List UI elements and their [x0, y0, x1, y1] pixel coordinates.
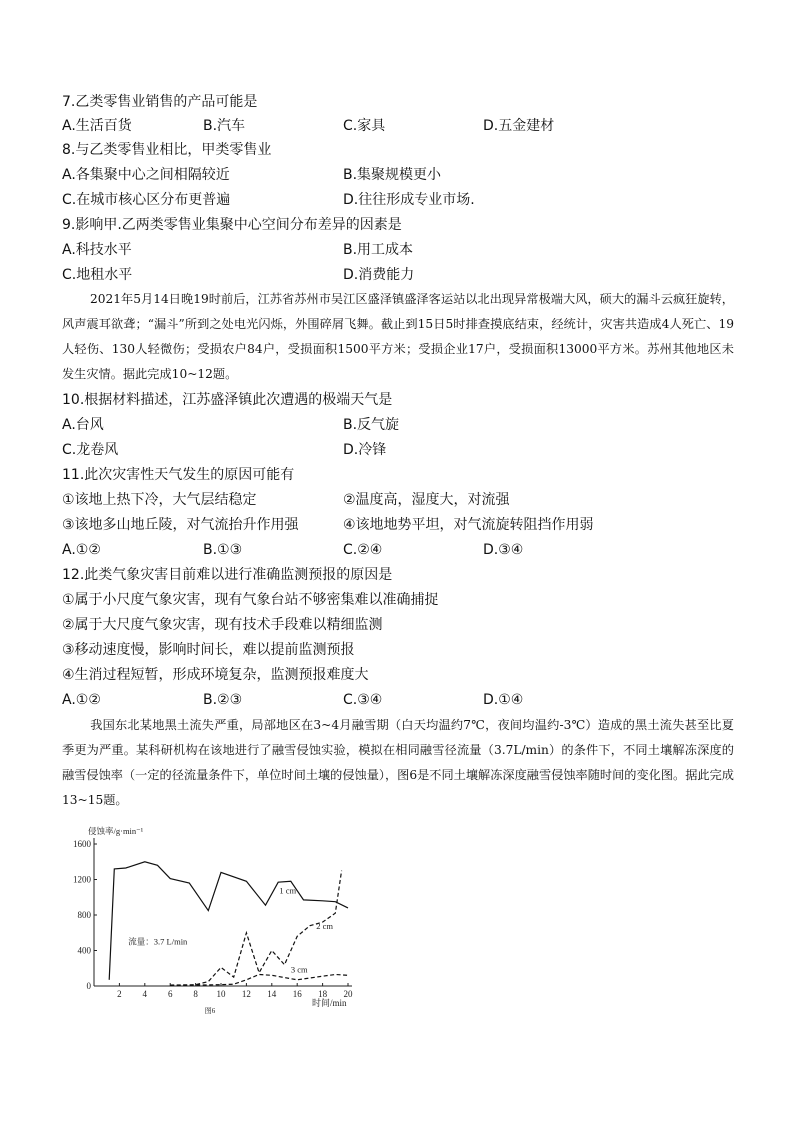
x-tick-label: 12	[241, 989, 251, 999]
q12-statement-1: ①属于小尺度气象灾害，现有气象台站不够密集难以准确捕捉	[62, 592, 439, 608]
y-tick-label: 0	[86, 981, 91, 991]
x-tick-label: 18	[318, 989, 328, 999]
q12-stem: 12.此类气象灾害目前难以进行准确监测预报的原因是	[62, 567, 393, 583]
q7-option-c: C.家具	[343, 118, 386, 134]
q11-option-b: B.①③	[203, 542, 243, 558]
q12-statement-2: ②属于大尺度气象灾害，现有技术手段难以精细监测	[62, 617, 383, 633]
q8-option-b: B.集聚规模更小	[343, 167, 442, 183]
q11-stem: 11.此次灾害性天气发生的原因可能有	[62, 467, 295, 483]
figure-caption: 图6	[204, 1007, 216, 1015]
q12-statement-3: ③移动速度慢，影响时间长，难以提前监测预报	[62, 642, 355, 658]
passage-tornado	[62, 287, 734, 387]
chart-series-lines	[109, 862, 348, 986]
y-tick-label: 1200	[73, 874, 91, 885]
x-tick-label: 8	[193, 989, 198, 999]
x-tick-label: 20	[343, 989, 353, 999]
q8-option-a: A.各集聚中心之间相隔较近	[62, 167, 230, 183]
x-tick-label: 14	[267, 989, 277, 999]
erosion-rate-chart	[60, 820, 370, 1015]
q12-option-b: B.②③	[203, 692, 243, 708]
q11-statement-3: ③该地多山地丘陵，对气流抬升作用强	[62, 517, 299, 533]
series-label-2: 2 cm	[316, 921, 334, 932]
q8-option-c: C.在城市核心区分布更普遍	[62, 192, 231, 208]
y-axis-label: 侵蚀率/g·min⁻¹	[88, 826, 144, 836]
passage-snowmelt	[62, 713, 734, 813]
series-label-3: 3 cm	[290, 964, 308, 975]
q10-option-d: D.冷锋	[343, 442, 387, 458]
passage-tornado-text: 2021年5月14日晚19时前后，江苏省苏州市吴江区盛泽镇盛泽客运站以北出现异常极端大风，硕大的漏斗云疯狂旋转，风声震耳欲聋；“漏斗”所到之处电光闪烁，外围碎屑飞舞。截止到15日5时排查摸底结束，经统计，灾害共造成4人死亡、19人轻伤、130人轻微伤；受损农户84户，受损面积1500平方米；受损企业17户，受损面积13000平方米。苏州其他地区未发生灾情。据此完成10~12题。	[62, 292, 734, 381]
q12-statement-4: ④生消过程短暂，形成环境复杂，监测预报难度大	[62, 667, 369, 683]
series-line-1	[109, 862, 348, 980]
q10-option-a: A.台风	[62, 417, 104, 433]
q8-option-d: D.往往形成专业市场.	[343, 192, 475, 208]
y-tick-label: 1600	[73, 839, 91, 849]
q11-statement-4: ④该地地势平坦，对气流旋转阻挡作用弱	[343, 517, 594, 533]
chart-text-labels	[73, 826, 353, 1015]
q12-option-a: A.①②	[62, 692, 101, 708]
x-axis-label: 时间/min	[312, 998, 347, 1008]
y-tick-label: 400	[77, 945, 91, 956]
q7-option-d: D.五金建材	[483, 118, 555, 134]
flow-annotation: 流量：3.7 L/min	[128, 936, 188, 947]
q7-option-b: B.汽车	[203, 118, 246, 134]
series-label-1: 1 cm	[279, 885, 297, 896]
q11-statement-2: ②温度高，湿度大，对流强	[343, 492, 510, 508]
q10-option-b: B.反气旋	[343, 417, 400, 433]
chart-axes	[94, 838, 352, 986]
q12-option-d: D.①④	[483, 692, 524, 708]
q7-stem: 7.乙类零售业销售的产品可能是	[62, 94, 258, 110]
q12-option-c: C.③④	[343, 692, 383, 708]
x-tick-label: 4	[142, 989, 148, 999]
x-tick-label: 2	[117, 989, 122, 999]
q10-option-c: C.龙卷风	[62, 442, 119, 458]
q8-stem: 8.与乙类零售业相比，甲类零售业	[62, 142, 272, 158]
x-tick-label: 6	[167, 989, 173, 999]
q9-stem: 9.影响甲.乙两类零售业集聚中心空间分布差异的因素是	[62, 217, 402, 233]
q9-option-b: B.用工成本	[343, 242, 414, 258]
passage-snowmelt-text: 我国东北某地黑土流失严重，局部地区在3~4月融雪期（白天均温约7℃，夜间均温约-3℃）造成的黑土流失甚至比夏季更为严重。某科研机构在该地进行了融雪侵蚀实验，模拟在相同融雪径流量（3.7L/min）的条件下，不同土壤解冻深度的融雪侵蚀率（一定的径流量条件下，单位时间土壤的侵蚀量），图6是不同土壤解冻深度融雪侵蚀率随时间的变化图。据此完成13~15题。	[62, 718, 734, 807]
x-tick-label: 10	[216, 989, 226, 999]
q9-option-a: A.科技水平	[62, 242, 132, 258]
q7-option-a: A.生活百货	[62, 118, 132, 134]
q10-stem: 10.根据材料描述，江苏盛泽镇此次遭遇的极端天气是	[62, 392, 393, 408]
q9-option-d: D.消费能力	[343, 267, 415, 283]
y-tick-label: 800	[77, 910, 91, 920]
q9-option-c: C.地租水平	[62, 267, 133, 283]
q11-option-a: A.①②	[62, 542, 101, 558]
q11-option-d: D.③④	[483, 542, 524, 558]
x-tick-label: 16	[292, 989, 302, 999]
q11-option-c: C.②④	[343, 542, 383, 558]
q11-statement-1: ①该地上热下冷，大气层结稳定	[62, 492, 257, 508]
